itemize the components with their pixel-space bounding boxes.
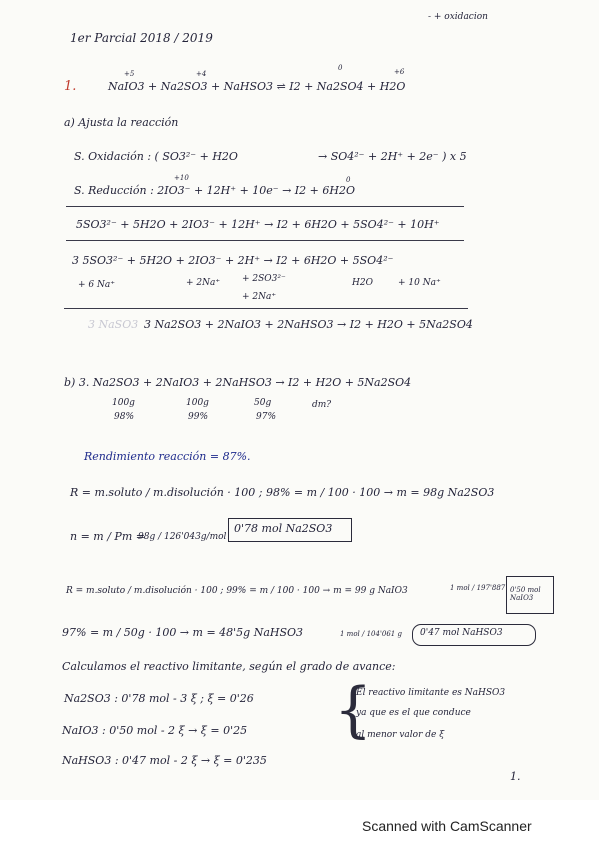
page-number: 1.: [510, 770, 521, 783]
sum-line: [64, 308, 468, 309]
ionic-simplified: 3 5SO3²⁻ + 5H2O + 2IO3⁻ + 2H⁺ → I2 + 6H2O + 5SO4²⁻: [72, 254, 394, 267]
advance-row: NaIO3 : 0'50 mol - 2 ξ → ξ = 0'25: [62, 724, 248, 737]
crossed-out-text: 3 NaSO3: [88, 318, 139, 331]
spectator-ion: H2O: [352, 278, 373, 288]
spectator-ion: + 2Na⁺: [242, 292, 277, 302]
part-a-label: a) Ajusta la reacción: [64, 116, 179, 129]
purity-calc-2: R = m.soluto / m.disolución · 100 ; 99% = m / 100 · 100 → m = 99 g NaIO3: [66, 586, 408, 596]
spectator-ion: + 6 Na⁺: [78, 280, 115, 290]
conclusion-line: El reactivo limitante es NaHSO3: [356, 688, 506, 698]
oxidation-half-right: → SO4²⁻ + 2H⁺ + 2e⁻ ) x 5: [318, 150, 467, 163]
advance-row: NaHSO3 : 0'47 mol - 2 ξ → ξ = 0'235: [62, 754, 267, 767]
mass-label: 100g: [186, 398, 209, 408]
conclusion-line: ya que es el que conduce: [356, 708, 471, 718]
purity-calc-1: R = m.soluto / m.disolución · 100 ; 98% = m / 100 · 100 → m = 98g Na2SO3: [70, 486, 495, 499]
oxidation-half: S. Oxidación : ( SO3²⁻ + H2O: [74, 150, 238, 163]
ox-state: 0: [338, 64, 343, 72]
sum-line: [66, 240, 464, 241]
brace-glyph: {: [334, 675, 373, 745]
purity-label: 98%: [114, 412, 135, 422]
main-equation: NaIO3 + Na2SO3 + NaHSO3 ⇌ I2 + Na2SO4 + H2O: [108, 80, 406, 93]
spectator-ion: + 2Na⁺: [186, 278, 221, 288]
ox-state: +5: [124, 70, 135, 78]
spectator-ion: + 10 Na⁺: [398, 278, 441, 288]
ox-state: +10: [174, 174, 189, 182]
part-b-equation: b) 3. Na2SO3 + 2NaIO3 + 2NaHSO3 → I2 + H2O + 5Na2SO4: [64, 376, 412, 389]
question-label: dm?: [312, 400, 332, 410]
problem-number: 1.: [64, 79, 77, 94]
top-right-note: - + oxidacion: [428, 12, 488, 22]
purity-label: 99%: [188, 412, 209, 422]
conclusion-line: al menor valor de ξ: [356, 730, 445, 740]
spectator-ion: + 2SO3²⁻: [242, 274, 286, 284]
moles-formula: n = m / Pm =: [70, 530, 145, 543]
sum-line: [66, 206, 464, 207]
balanced-equation: 3 Na2SO3 + 2NaIO3 + 2NaHSO3 → I2 + H2O + 5Na2SO4: [144, 318, 473, 331]
reduction-half: S. Reducción : 2IO3⁻ + 12H⁺ + 10e⁻ → I2 + 6H2O: [74, 184, 355, 197]
result-value: 0'78 mol Na2SO3: [234, 522, 333, 535]
result-value: 0'47 mol NaHSO3: [420, 628, 503, 638]
scanner-watermark: Scanned with CamScanner: [362, 818, 532, 834]
mass-label: 100g: [112, 398, 135, 408]
yield-line: Rendimiento reacción = 87%.: [84, 450, 251, 463]
ox-state: 0: [346, 176, 351, 184]
limiting-title: Calculamos el reactivo limitante, según el grado de avance:: [62, 660, 396, 673]
conversion-factor: 1 mol / 104'061 g: [340, 630, 402, 638]
purity-calc-3: 97% = m / 50g · 100 → m = 48'5g NaHSO3: [62, 626, 304, 639]
result-value: 0'50 mol NaIO3: [510, 586, 541, 602]
advance-row: Na2SO3 : 0'78 mol - 3 ξ ; ξ = 0'26: [64, 692, 254, 705]
ox-state: +6: [394, 68, 405, 76]
purity-label: 97%: [256, 412, 277, 422]
moles-fraction: 98g / 126'043g/mol: [138, 532, 227, 542]
page-title: 1er Parcial 2018 / 2019: [70, 31, 213, 45]
ionic-sum: 5SO3²⁻ + 5H2O + 2IO3⁻ + 12H⁺ → I2 + 6H2O + 5SO4²⁻ + 10H⁺: [76, 218, 440, 231]
ox-state: +4: [196, 70, 207, 78]
conversion-factor: 1 mol / 197'887: [450, 584, 506, 592]
mass-label: 50g: [254, 398, 272, 408]
